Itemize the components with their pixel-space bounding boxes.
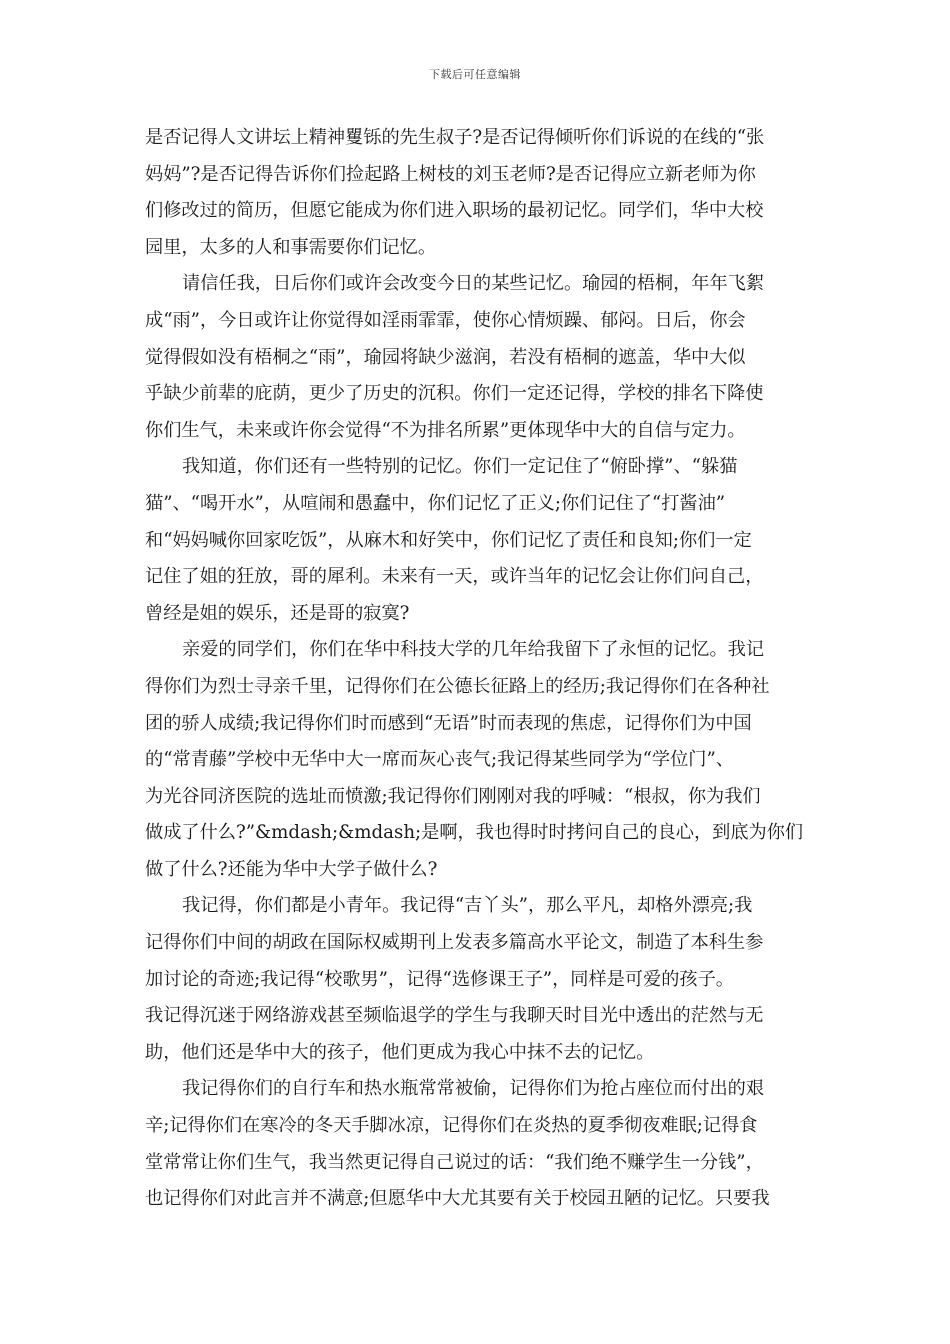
paragraph-start: 我知道，你们还有一些特别的记忆。你们一定记住了“俯卧撑”、“躲猫 <box>182 456 738 478</box>
paragraph-start: 我记得你们的自行车和热水瓶常常被偷，记得你们为抢占座位而付出的艰 <box>182 1078 765 1100</box>
text-line: 曾经是姐的娱乐，还是哥的寂寞? <box>145 602 410 624</box>
text-line: 做成了什么?”&mdash;&mdash;是啊，我也得时时拷问自己的良心，到底为你们 <box>145 822 804 844</box>
text-line: 我记得沉迷于网络游戏甚至频临退学的学生与我聊天时目光中透出的茫然与无 <box>145 1005 764 1027</box>
text-line: 们修改过的简历，但愿它能成为你们进入职场的最初记忆。同学们，华中大校 <box>145 200 764 222</box>
text-line: 记得你们中间的胡政在国际权威期刊上发表多篇高水平论文，制造了本科生参 <box>145 932 764 954</box>
text-line: 得你们为烈士寻亲千里，记得你们在公德长征路上的经历;我记得你们在各种社 <box>145 675 770 697</box>
page-header: 下载后可任意编辑 <box>429 68 521 81</box>
text-line: 觉得假如没有梧桐之“雨”，瑜园将缺少滋润，若没有梧桐的遮盖，华中大似 <box>145 346 746 368</box>
text-line: 做了什么?还能为华中大学子做什么? <box>145 858 438 880</box>
text-line: 你们生气，未来或许你会觉得“不为排名所累”更体现华中大的自信与定力。 <box>145 419 746 441</box>
paragraph-start: 我记得，你们都是小青年。我记得“吉丫头”，那么平凡，却格外漂亮;我 <box>182 895 753 917</box>
text-line: 也记得你们对此言并不满意;但愿华中大尤其要有关于校园丑陋的记忆。只要我 <box>145 1188 770 1210</box>
text-line: 助，他们还是华中大的孩子，他们更成为我心中抹不去的记忆。 <box>145 1041 655 1063</box>
text-line: 加讨论的奇迹;我记得“校歌男”，记得“选修课王子”，同样是可爱的孩子。 <box>145 968 734 990</box>
text-line: 是否记得人文讲坛上精神矍铄的先生叔子?是否记得倾听你们诉说的在线的“张 <box>145 127 765 148</box>
text-line: 成“雨”，今日或许让你觉得如淫雨霏霏，使你心情烦躁、郁闷。日后，你会 <box>145 309 746 331</box>
paragraph-start: 亲爱的同学们，你们在华中科技大学的几年给我留下了永恒的记忆。我记 <box>182 639 765 661</box>
text-line: 为光谷同济医院的选址而愤激;我记得你们刚刚对我的呼喊：“根叔，你为我们 <box>145 785 761 807</box>
text-line: 妈妈”?是否记得告诉你们捡起路上树枝的刘玉老师?是否记得应立新老师为你 <box>145 163 756 185</box>
body-text <box>145 120 813 1218</box>
text-line: 和“妈妈喊你回家吃饭”，从麻木和好笑中，你们记忆了责任和良知;你们一定 <box>145 529 752 551</box>
text-line: 园里，太多的人和事需要你们记忆。 <box>145 236 437 258</box>
text-line: 辛;记得你们在寒冷的冬天手脚冰凉，记得你们在炎热的夏季彻夜难眠;记得食 <box>145 1115 758 1137</box>
text-line: 乎缺少前辈的庇荫，更少了历史的沉积。你们一定还记得，学校的排名下降使 <box>145 383 764 405</box>
text-line: 猫”、“喝开水”，从喧闹和愚蠢中，你们记忆了正义;你们记住了“打酱油” <box>145 492 726 514</box>
text-line: 的“常青藤”学校中无华中大一席而灰心丧气;我记得某些同学为“学位门”、 <box>145 749 734 771</box>
text-line: 堂常常让你们生气，我当然更记得自己说过的话：“我们绝不赚学生一分钱”， <box>145 1151 764 1173</box>
text-line: 记住了姐的狂放，哥的犀利。未来有一天，或许当年的记忆会让你们问自己， <box>145 566 764 588</box>
text-line: 团的骄人成绩;我记得你们时而感到“无语”时而表现的焦虑，记得你们为中国 <box>145 712 752 734</box>
paragraph-start: 请信任我，日后你们或许会改变今日的某些记忆。瑜园的梧桐，年年飞絮 <box>182 273 765 295</box>
